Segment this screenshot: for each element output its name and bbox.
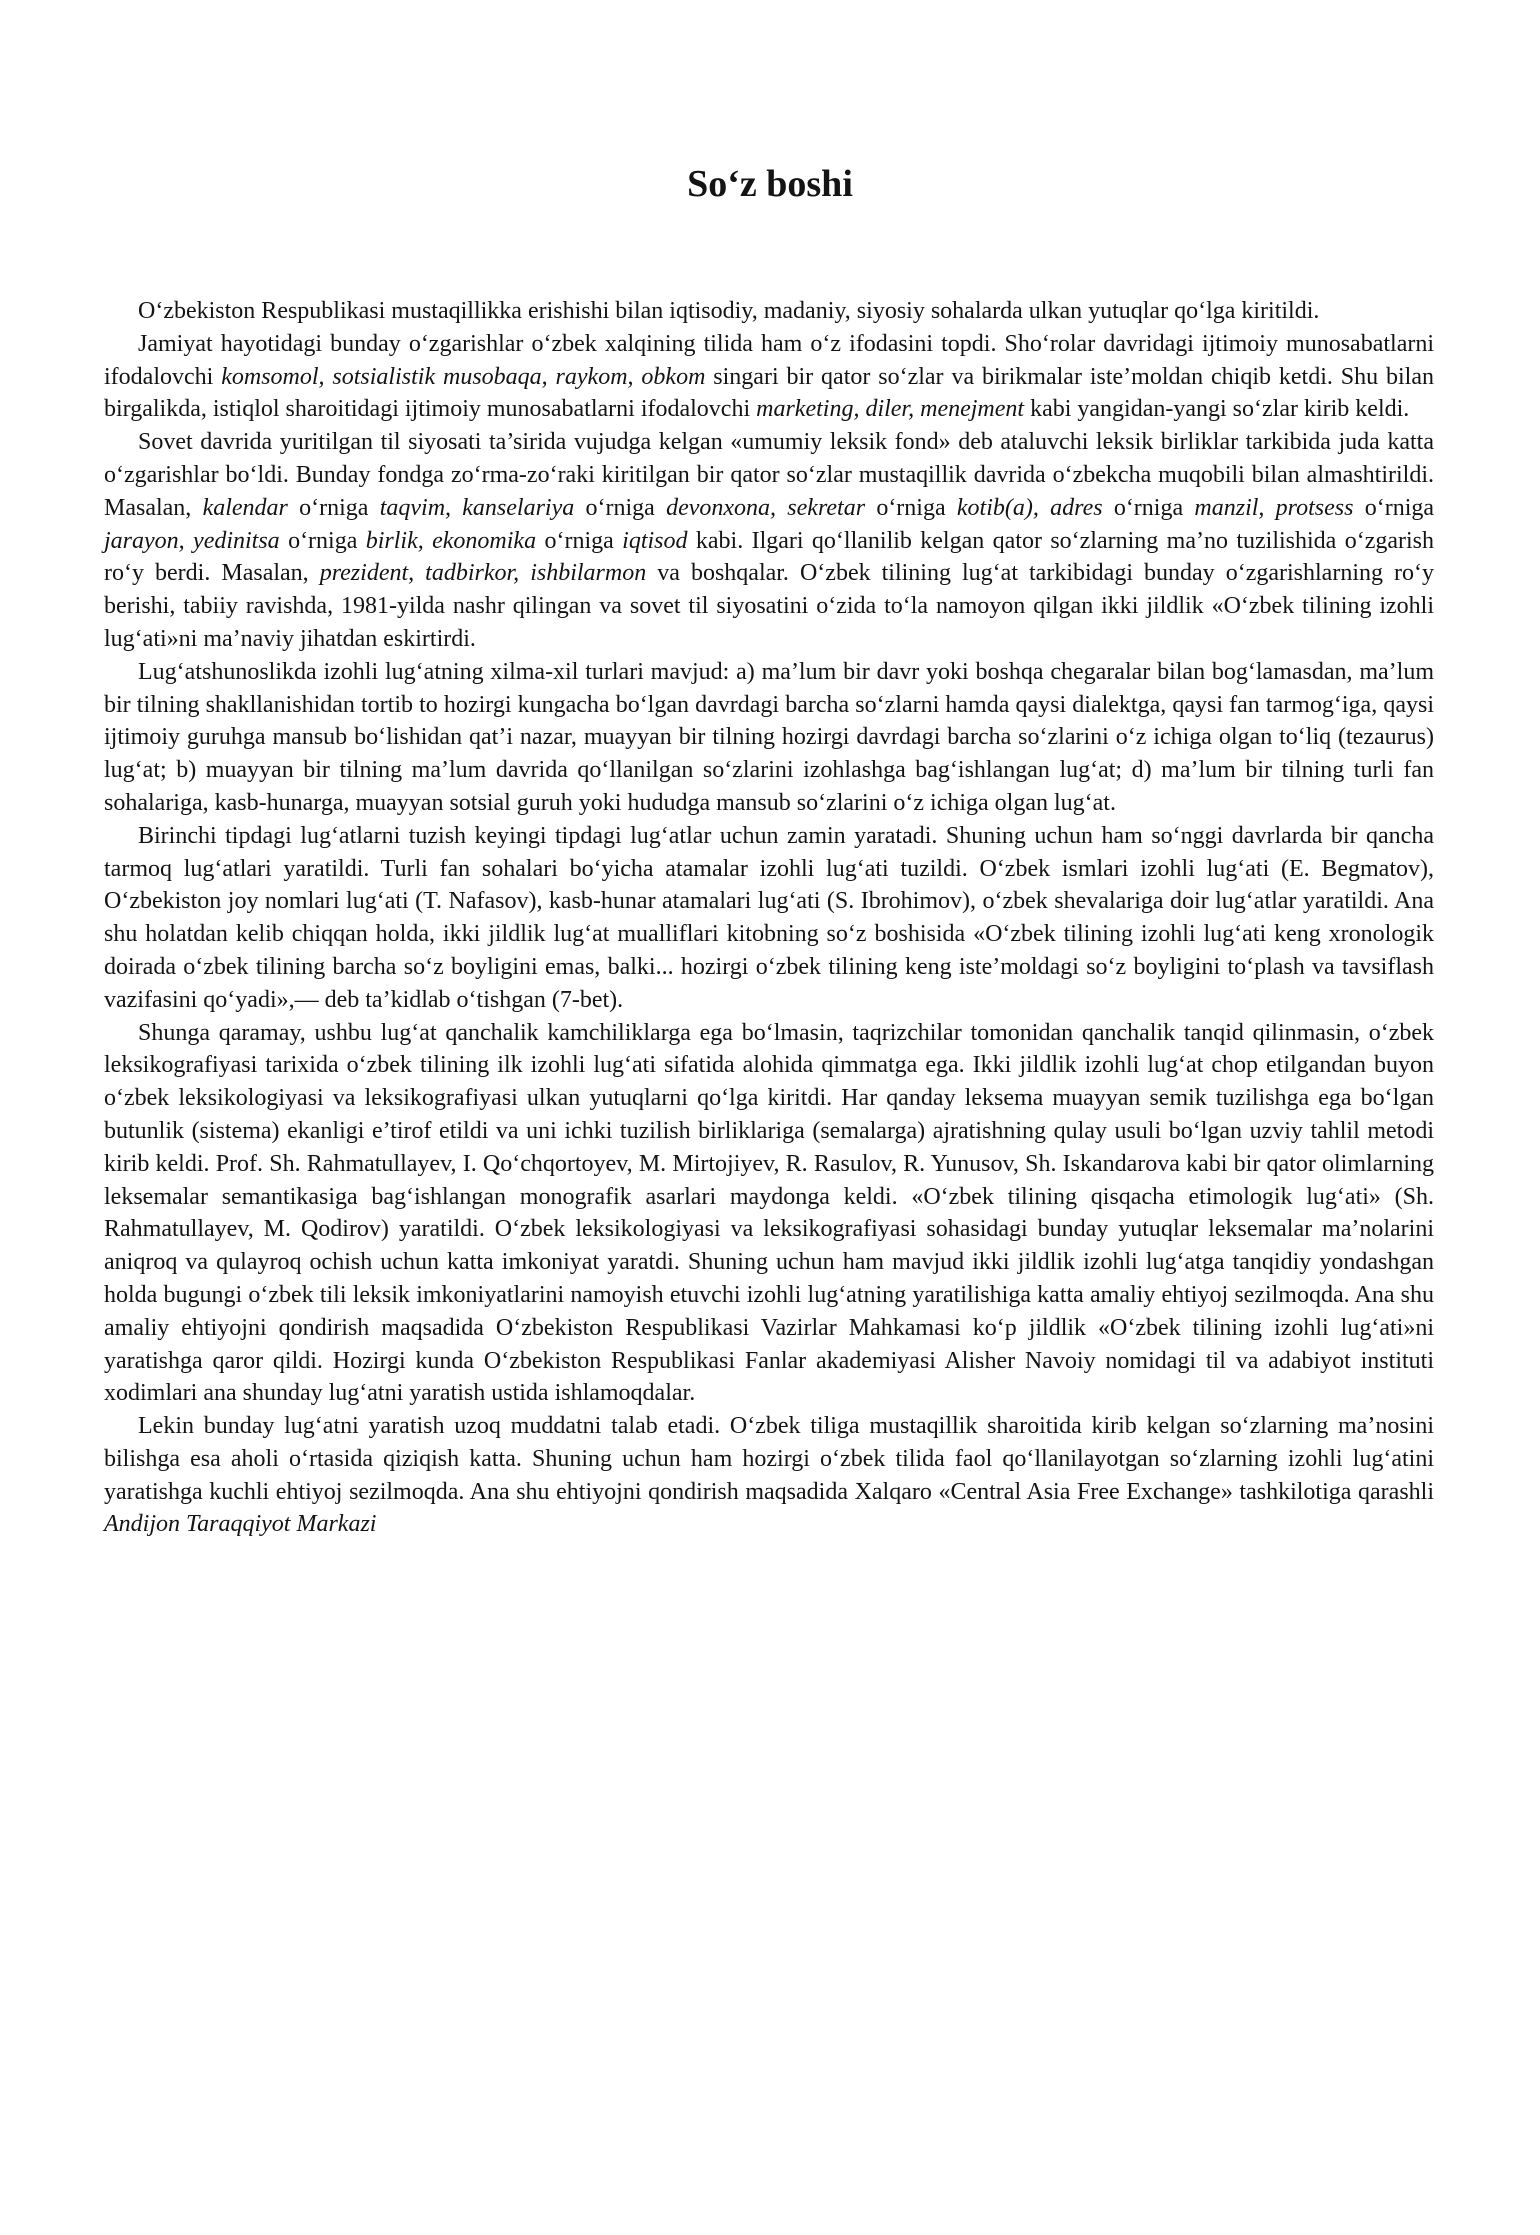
italic-text-run: birlik, ekonomika (365, 527, 537, 554)
text-run: kabi. Ilgari qo‘llanilib kelgan qator so‘zlarning ma’no tuzilishida o‘zgarish ro‘y berdi. Masalan, (104, 527, 1435, 587)
italic-text-run: devonxona, sekretar (666, 494, 866, 521)
italic-text-run: jarayon, yedinitsa (104, 527, 280, 554)
paragraph (104, 1410, 1434, 1541)
text-run: O‘zbekiston Respublikasi mustaqillikka erishishi bilan iqtisodiy, madaniy, siyosiy sohalarda ulkan yutuqlar qo‘lga kiritildi. (138, 298, 1320, 324)
paragraph (104, 820, 1434, 1017)
text-run: o‘rniga (536, 527, 623, 554)
text-run: o‘rniga (1102, 494, 1195, 521)
paragraph (104, 1017, 1434, 1411)
document-body (104, 295, 1434, 1541)
text-run: o‘rniga (865, 494, 957, 521)
italic-text-run: Andijon Taraqqiyot Markazi (104, 1511, 377, 1538)
paragraph (104, 426, 1434, 656)
text-run: Lug‘atshunoslikda izohli lug‘atning xilma-xil turlari mavjud: a) ma’lum bir davr yoki boshqa chegaralar bilan bog‘lamasdan, ma’lum bir tilning shakllanishidan tortib to hozirgi kungacha bo‘lgan davrdagi barcha so‘zlarni hamda qaysi dialektga, qaysi fan tarmog‘iga, qaysi ijtimoiy guruhga mansub bo‘lishidan qat’i nazar, muayyan bir tilning hozirgi davrdagi barcha so‘zlarini o‘z ichiga olgan to‘liq (tezaurus) lug‘at; b) muayyan bir tilning ma’lum davrida qo‘llanilgan so‘zlarini izohlashga bag‘ishlangan lug‘at; d) ma’lum bir tilning turli fan sohalariga, kasb-hunarga, muayyan sotsial guruh yoki hududga mansub so‘zlarini o‘z ichiga olgan lug‘at. (104, 658, 1434, 816)
text-run: o‘rniga (287, 494, 380, 521)
italic-text-run: kalendar (202, 494, 288, 521)
text-run: o‘rniga (574, 494, 667, 521)
text-run: va boshqalar. O‘zbek tilining lug‘at tarkibidagi bunday o‘zgarishlarning ro‘y berishi, tabiiy ravishda, 1981-yilda nashr qilingan va sovet til siyosatini o‘zida to‘la namoyon qilgan ikki jildlik «O‘zbek tilining izohli lug‘ati»ni ma’naviy jihatdan eskirtirdi. (104, 560, 1435, 652)
italic-text-run: komsomol, sotsialistik musobaqa, raykom, obkom (221, 363, 706, 390)
text-run: Jamiyat hayotidagi bunday o‘zgarishlar o‘zbek xalqining tilida ham o‘z ifodasini topdi. Sho‘rolar davridagi ijtimoiy munosabatlarni ifodalovchi (104, 330, 1434, 390)
text-run: Lekin bunday lug‘atni yaratish uzoq muddatni talab etadi. O‘zbek tiliga mustaqillik sharoitida kirib kelgan so‘zlarning ma’nosini bilishga esa aholi o‘rtasida qiziqish katta. Shuning uchun ham hozirgi o‘zbek tilida faol qo‘llanilayotgan so‘zlarning izohli lug‘atini yaratishga kuchli ehtiyoj sezilmoqda. Ana shu ehtiyojni qondirish maqsadida Xalqaro «Central Asia Free Exchange» tashkilotiga qarashli (104, 1413, 1434, 1505)
italic-text-run: prezident, tadbirkor, ishbilarmon (319, 560, 647, 587)
text-run: Sovet davrida yuritilgan til siyosati ta’sirida vujudga kelgan «umumiy leksik fond» deb ataluvchi leksik birliklar tarkibida juda katta o‘zgarishlar bo‘ldi. Bunday fondga zo‘rma-zo‘raki kiritilgan bir qator so‘zlar mustaqillik davrida o‘zbekcha muqobili bilan almashtirildi. Masalan, (104, 429, 1434, 521)
italic-text-run: taqvim, kanselariya (379, 494, 575, 521)
italic-text-run: iqtisod (622, 527, 688, 554)
italic-text-run: marketing, diler, menejment (756, 396, 1025, 423)
page-title: So‘z boshi (687, 163, 853, 205)
text-run: kabi yangidan-yangi so‘zlar kirib keldi. (1024, 396, 1410, 423)
paragraph (104, 328, 1434, 426)
italic-text-run: manzil, protsess (1194, 494, 1354, 521)
text-run: Birinchi tipdagi lug‘atlarni tuzish keyingi tipdagi lug‘atlar uchun zamin yaratadi. Shuning uchun ham so‘nggi davrlarda bir qancha tarmoq lug‘atlari yaratildi. Turli fan sohalari bo‘yicha atamalar izohli lug‘ati tuzildi. O‘zbek ismlari izohli lug‘ati (E. Begmatov), O‘zbekiston joy nomlari lug‘ati (T. Nafasov), kasb-hunar atamalari lug‘ati (S. Ibrohimov), o‘zbek shevalariga doir lug‘atlar yaratildi. Ana shu holatdan kelib chiqqan holda, ikki jildlik lug‘at mualliflari kitobning so‘z boshisida «O‘zbek tilining izohli lug‘ati keng xronologik doirada o‘zbek tilining barcha so‘z boyligini emas, balki... hozirgi o‘zbek tilining keng iste’moldagi so‘z boyligini to‘plash va tavsiflash vazifasini qo‘yadi»,— deb ta’kidlab o‘tishgan (7-bet). (104, 822, 1434, 1013)
paragraph (104, 295, 1434, 328)
text-run: o‘rniga (1353, 494, 1435, 521)
text-run: singari bir qator so‘zlar va birikmalar iste’moldan chiqib ketdi. Shu bilan birgalikda, istiqlol sharoitidagi ijtimoiy munosabatlarni ifodalovchi (104, 363, 1435, 423)
italic-text-run: kotib(a), adres (956, 494, 1103, 521)
text-run: o‘rniga (279, 527, 366, 554)
text-run: Shunga qaramay, ushbu lug‘at qanchalik kamchiliklarga ega bo‘lmasin, taqrizchilar tomonidan qanchalik tanqid qilinmasin, o‘zbek leksikografiyasi tarixida o‘zbek tilining ilk izohli lug‘ati sifatida alohida qimmatga ega. Ikki jildlik izohli lug‘at chop etilgandan buyon o‘zbek leksikologiyasi va leksikografiyasi ulkan yutuqlarni qo‘lga kiritdi. Har qanday leksema muayyan semik tuzilishga ega bo‘lgan butunlik (sistema) ekanligi e’tirof etildi va uni ichki tuzilish birliklariga (semalarga) ajratishning qulay usuli bo‘lgan uzviy tahlil metodi kirib keldi. Prof. Sh. Rahmatullayev, I. Qo‘chqortoyev, M. Mirtojiyev, R. Rasulov, R. Yunusov, Sh. Iskandarova kabi bir qator olimlarning leksemalar semantikasiga bag‘ishlangan monografik asarlari maydonga keldi. «O‘zbek tilining qisqacha etimologik lug‘ati» (Sh. Rahmatullayev, M. Qodirov) yaratildi. O‘zbek leksikologiyasi va leksikografiyasi sohasidagi bunday yutuqlar leksemalar ma’nolarini aniqroq va qulayroq ochish uchun katta imkoniyat yaratdi. Shuning uchun ham mavjud ikki jildlik izohli lug‘atga tanqidiy yondashgan holda bugungi o‘zbek tili leksik imkoniyatlarini namoyish etuvchi izohli lug‘atning yaratilishiga katta amaliy ehtiyoj sezilmoqda. Ana shu amaliy ehtiyojni qondirish maqsadida O‘zbekiston Respublikasi Vazirlar Mahkamasi ko‘p jildlik «O‘zbek tilining izohli lug‘ati»ni yaratishga qaror qildi. Hozirgi kunda O‘zbekiston Respublikasi Fanlar akademiyasi Alisher Navoiy nomidagi til va adabiyot instituti xodimlari ana shunday lug‘atni yaratish ustida ishlamoqdalar. (104, 1019, 1434, 1407)
paragraph (104, 656, 1434, 820)
